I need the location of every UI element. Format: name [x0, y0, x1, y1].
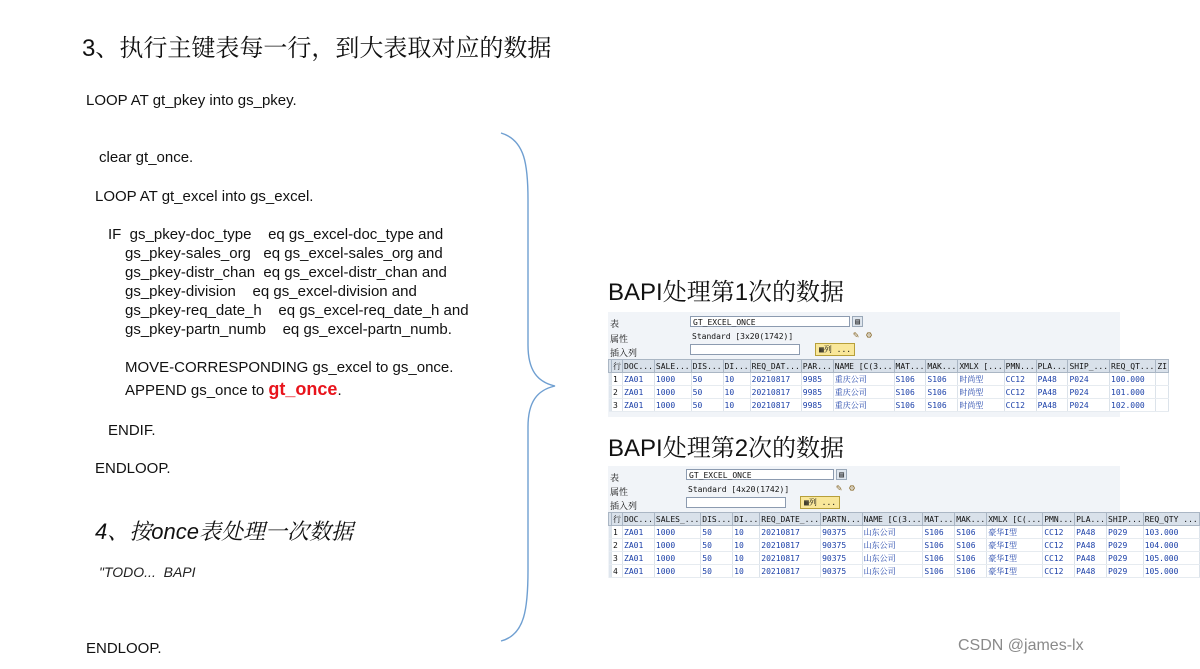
- grid-cell[interactable]: 山东公司: [862, 552, 923, 565]
- grid-cell[interactable]: CC12: [1043, 526, 1075, 539]
- grid-cell[interactable]: S106: [926, 373, 958, 386]
- grid-cell[interactable]: 3: [612, 399, 623, 412]
- table-row[interactable]: [609, 539, 1200, 552]
- grid-cell[interactable]: S106: [926, 399, 958, 412]
- grid-column-header[interactable]: DIS...: [692, 361, 722, 371]
- code-if-line: gs_pkey-req_date_h eq gs_excel-req_date_h and: [125, 302, 469, 319]
- grid-column-header[interactable]: 行: [613, 361, 621, 371]
- table-row[interactable]: [609, 386, 1169, 399]
- grid-icon: ▦: [819, 345, 824, 354]
- grid-cell[interactable]: PA48: [1075, 565, 1107, 578]
- grid-column-header[interactable]: PMN...: [1005, 361, 1035, 371]
- bapi1-attr-value: Standard [3x20(1742)]: [692, 332, 794, 341]
- grid-cell[interactable]: P029: [1107, 539, 1144, 552]
- grid-cell[interactable]: CC12: [1043, 565, 1075, 578]
- grid-cell[interactable]: 1000: [654, 565, 700, 578]
- step4-heading: 4、按once表处理一次数据: [95, 519, 353, 544]
- grid-cell[interactable]: P024: [1068, 386, 1110, 399]
- table-row[interactable]: [609, 552, 1200, 565]
- grid-cell[interactable]: P024: [1068, 373, 1110, 386]
- code-if-line: gs_pkey-sales_org eq gs_excel-sales_org and: [125, 245, 443, 262]
- bapi2-insert-input[interactable]: [686, 497, 786, 508]
- grid-cell[interactable]: 重庆公司: [833, 373, 894, 386]
- grid-column-header[interactable]: XMLX [...: [959, 361, 1003, 371]
- grid-cell[interactable]: ZA01: [623, 552, 655, 565]
- grid-cell[interactable]: S106: [955, 526, 987, 539]
- grid-column-header[interactable]: PARTN...: [822, 514, 861, 524]
- grid-column-header[interactable]: ZI: [1157, 361, 1168, 371]
- grid-cell[interactable]: S106: [894, 373, 926, 386]
- grid-cell[interactable]: 2: [612, 386, 623, 399]
- grid-cell[interactable]: 105.000: [1143, 552, 1199, 565]
- settings-icon[interactable]: ⚙: [866, 330, 873, 341]
- grid-cell[interactable]: ZA01: [623, 526, 655, 539]
- grid-column-header[interactable]: MAT...: [924, 514, 954, 524]
- code-endloop-outer: ENDLOOP.: [86, 640, 162, 657]
- grid-cell[interactable]: 山东公司: [862, 539, 923, 552]
- bapi2-columns-label: 列 ...: [808, 498, 837, 507]
- grid-cell[interactable]: 9985: [801, 399, 833, 412]
- grid-cell[interactable]: PA48: [1036, 399, 1068, 412]
- code-append-prefix: APPEND gs_once to: [125, 382, 269, 399]
- bapi1-columns-button[interactable]: [815, 343, 855, 356]
- bapi2-table-input[interactable]: GT_EXCEL_ONCE: [686, 469, 834, 480]
- grid-cell[interactable]: 1000: [654, 552, 700, 565]
- grid-cell[interactable]: 山东公司: [862, 526, 923, 539]
- grid-cell[interactable]: ZA01: [623, 386, 655, 399]
- grid-cell[interactable]: CC12: [1004, 399, 1036, 412]
- grid-cell[interactable]: 50: [691, 373, 723, 386]
- bapi1-attr-label: 属性: [610, 335, 629, 345]
- grid-cell[interactable]: 时尚型: [958, 386, 1004, 399]
- grid-cell[interactable]: 重庆公司: [833, 399, 894, 412]
- grid-column-header[interactable]: SHIP_...: [1069, 361, 1109, 371]
- grid-cell[interactable]: 20210817: [760, 526, 821, 539]
- grid-cell[interactable]: S106: [926, 386, 958, 399]
- bapi1-heading: BAPI处理第1次的数据: [608, 279, 845, 306]
- grid-cell[interactable]: CC12: [1043, 539, 1075, 552]
- grid-column-header[interactable]: DOC...: [624, 514, 653, 524]
- grid-cell[interactable]: 10: [723, 386, 750, 399]
- code-loop-inner: LOOP AT gt_excel into gs_excel.: [95, 188, 314, 205]
- grid-cell[interactable]: 1: [612, 526, 623, 539]
- grid-column-header[interactable]: SALE...: [655, 361, 690, 371]
- code-append: [125, 379, 342, 400]
- grid-cell[interactable]: 4: [612, 565, 623, 578]
- grid-cell[interactable]: CC12: [1004, 386, 1036, 399]
- grid-cell[interactable]: 101.000: [1110, 386, 1156, 399]
- grid-cell[interactable]: 1000: [654, 539, 700, 552]
- grid-column-header[interactable]: PLA...: [1076, 514, 1105, 524]
- grid-cell[interactable]: 1000: [654, 399, 691, 412]
- grid-cell[interactable]: 20210817: [750, 373, 801, 386]
- grid-cell[interactable]: S106: [955, 552, 987, 565]
- grid-cell[interactable]: S106: [955, 539, 987, 552]
- grid-cell[interactable]: CC12: [1004, 373, 1036, 386]
- grid-cell[interactable]: 20210817: [750, 386, 801, 399]
- grid-icon: ▦: [804, 498, 809, 507]
- grid-cell[interactable]: PA48: [1036, 386, 1068, 399]
- code-if-line: gs_pkey-partn_numb eq gs_excel-partn_numb.: [125, 321, 452, 338]
- grid-cell[interactable]: ZA01: [623, 399, 655, 412]
- grid-column-header[interactable]: SALES_...: [655, 514, 700, 524]
- grid-cell[interactable]: [1156, 399, 1169, 412]
- bapi2-heading: BAPI处理第2次的数据: [608, 435, 845, 462]
- grid-column-header[interactable]: REQ_DAT...: [751, 361, 800, 371]
- bapi1-columns-label: 列 ...: [823, 345, 852, 354]
- grid-cell[interactable]: 时尚型: [958, 373, 1004, 386]
- table-select-icon[interactable]: ▤: [852, 316, 863, 327]
- grid-cell[interactable]: 10: [733, 539, 760, 552]
- grid-cell[interactable]: ZA01: [623, 565, 655, 578]
- grid-cell[interactable]: 50: [701, 526, 733, 539]
- grid-cell[interactable]: [1156, 386, 1169, 399]
- code-todo: "TODO... BAPI: [99, 564, 196, 580]
- grid-cell[interactable]: 1000: [654, 373, 691, 386]
- edit-icon[interactable]: ✎: [836, 483, 843, 494]
- bapi2-table-label: 表: [610, 474, 620, 484]
- grid-cell[interactable]: P029: [1107, 565, 1144, 578]
- grid-cell[interactable]: PA48: [1036, 373, 1068, 386]
- grid-cell[interactable]: [1156, 373, 1169, 386]
- grid-column-header[interactable]: PLA...: [1037, 361, 1067, 371]
- grid-cell[interactable]: 1: [612, 373, 623, 386]
- grid-column-header[interactable]: REQ_DATE_...: [761, 514, 820, 524]
- curly-brace: [495, 130, 565, 645]
- code-append-var: gt_once: [268, 379, 338, 399]
- grid-column-header[interactable]: DI...: [724, 361, 749, 371]
- grid-cell[interactable]: 10: [723, 373, 750, 386]
- grid-column-header[interactable]: NAME [C(3...: [834, 361, 893, 371]
- grid-cell[interactable]: 豪华I型: [987, 565, 1043, 578]
- grid-cell[interactable]: 50: [691, 399, 723, 412]
- grid-cell[interactable]: 50: [691, 386, 723, 399]
- grid-cell[interactable]: 50: [701, 552, 733, 565]
- grid-cell[interactable]: 2: [612, 539, 623, 552]
- grid-cell[interactable]: 1000: [654, 386, 691, 399]
- grid-cell[interactable]: 9985: [801, 386, 833, 399]
- code-loop-outer: LOOP AT gt_pkey into gs_pkey.: [86, 92, 297, 109]
- grid-cell[interactable]: 90375: [821, 539, 863, 552]
- code-endloop-inner: ENDLOOP.: [95, 460, 171, 477]
- grid-cell[interactable]: 10: [733, 552, 760, 565]
- grid-header-row: [609, 513, 1200, 526]
- code-endif: ENDIF.: [108, 422, 156, 439]
- watermark: CSDN @james-lx: [958, 637, 1084, 654]
- grid-cell[interactable]: ZA01: [623, 373, 655, 386]
- grid-cell[interactable]: ZA01: [623, 539, 655, 552]
- grid-cell[interactable]: PA48: [1075, 552, 1107, 565]
- grid-cell[interactable]: 3: [612, 552, 623, 565]
- bapi1-insert-label: 插入列: [610, 349, 638, 359]
- grid-cell[interactable]: PA48: [1075, 539, 1107, 552]
- grid-column-header[interactable]: MAK...: [927, 361, 957, 371]
- code-clear: clear gt_once.: [99, 149, 194, 166]
- grid-cell[interactable]: P029: [1107, 526, 1144, 539]
- grid-cell[interactable]: 重庆公司: [833, 386, 894, 399]
- grid-column-header[interactable]: PMN...: [1044, 514, 1074, 524]
- grid-cell[interactable]: 豪华I型: [987, 539, 1043, 552]
- bapi1-table-label: 表: [610, 320, 620, 330]
- code-move: MOVE-CORRESPONDING gs_excel to gs_once.: [125, 359, 454, 376]
- bapi1-insert-input[interactable]: [690, 344, 800, 355]
- grid-column-header[interactable]: XMLX [C(...: [988, 514, 1042, 524]
- bapi2-columns-button[interactable]: [800, 496, 840, 509]
- grid-cell[interactable]: P029: [1107, 552, 1144, 565]
- bapi2-attr-value: Standard [4x20(1742)]: [688, 485, 790, 494]
- grid-column-header[interactable]: PAR...: [802, 361, 832, 371]
- table-row[interactable]: [609, 373, 1169, 386]
- grid-cell[interactable]: S106: [894, 386, 926, 399]
- grid-cell[interactable]: PA48: [1075, 526, 1107, 539]
- grid-cell[interactable]: CC12: [1043, 552, 1075, 565]
- grid-header-row: [609, 360, 1169, 373]
- grid-column-header[interactable]: MAK...: [956, 514, 986, 524]
- page-title: 3、执行主键表每一行，到大表取对应的数据: [82, 35, 552, 62]
- table-row[interactable]: [609, 565, 1200, 578]
- grid-cell[interactable]: 20210817: [750, 399, 801, 412]
- grid-cell[interactable]: S106: [923, 539, 955, 552]
- grid-cell[interactable]: 10: [733, 565, 760, 578]
- grid-cell[interactable]: S106: [923, 565, 955, 578]
- grid-cell[interactable]: 20210817: [760, 539, 821, 552]
- bapi1-table-input[interactable]: GT_EXCEL_ONCE: [690, 316, 850, 327]
- grid-cell[interactable]: P024: [1068, 399, 1110, 412]
- code-if-line: IF gs_pkey-doc_type eq gs_excel-doc_type and: [108, 226, 444, 243]
- grid-cell[interactable]: 50: [701, 539, 733, 552]
- grid-column-header[interactable]: NAME [C(3...: [863, 514, 922, 524]
- grid-cell[interactable]: 10: [733, 526, 760, 539]
- table-row[interactable]: [609, 399, 1169, 412]
- bapi1-sap-screen: [608, 312, 1168, 417]
- table-row[interactable]: [609, 526, 1200, 539]
- grid-cell[interactable]: 1000: [654, 526, 700, 539]
- grid-column-header[interactable]: DOC...: [624, 361, 653, 371]
- grid-cell[interactable]: 50: [701, 565, 733, 578]
- grid-cell[interactable]: 豪华I型: [987, 526, 1043, 539]
- bapi2-insert-label: 插入列: [610, 502, 638, 512]
- grid-cell[interactable]: 10: [723, 399, 750, 412]
- code-if-line: gs_pkey-division eq gs_excel-division and: [125, 283, 417, 300]
- table-select-icon[interactable]: ▤: [836, 469, 847, 480]
- grid-cell[interactable]: 9985: [801, 373, 833, 386]
- grid-cell[interactable]: 100.000: [1110, 373, 1156, 386]
- grid-column-header[interactable]: MAT...: [895, 361, 925, 371]
- grid-cell[interactable]: 90375: [821, 565, 863, 578]
- grid-cell[interactable]: 105.000: [1143, 565, 1199, 578]
- code-append-suffix: .: [337, 382, 342, 399]
- settings-icon[interactable]: ⚙: [849, 483, 856, 494]
- grid-cell[interactable]: S106: [923, 526, 955, 539]
- grid-cell[interactable]: S106: [955, 565, 987, 578]
- grid-cell[interactable]: 103.000: [1143, 526, 1199, 539]
- bapi2-sap-screen: [608, 466, 1198, 578]
- grid-cell[interactable]: 豪华I型: [987, 552, 1043, 565]
- bapi2-data-grid: [608, 512, 1200, 578]
- grid-column-header[interactable]: REQ_QT...: [1111, 361, 1155, 371]
- bapi1-data-grid: [608, 359, 1169, 412]
- grid-cell[interactable]: 山东公司: [862, 565, 923, 578]
- grid-column-header[interactable]: DIS...: [702, 514, 732, 524]
- grid-column-header[interactable]: 行: [613, 514, 621, 524]
- grid-cell[interactable]: 20210817: [760, 552, 821, 565]
- edit-icon[interactable]: ✎: [853, 330, 860, 341]
- grid-column-header[interactable]: SHIP...: [1108, 514, 1142, 524]
- grid-cell[interactable]: 90375: [821, 526, 863, 539]
- bapi2-attr-label: 属性: [610, 488, 629, 498]
- grid-cell[interactable]: 102.000: [1110, 399, 1156, 412]
- grid-cell[interactable]: 时尚型: [958, 399, 1004, 412]
- grid-cell[interactable]: S106: [894, 399, 926, 412]
- grid-cell[interactable]: 104.000: [1143, 539, 1199, 552]
- grid-column-header[interactable]: DI...: [734, 514, 759, 524]
- grid-cell[interactable]: 90375: [821, 552, 863, 565]
- grid-cell[interactable]: S106: [923, 552, 955, 565]
- grid-column-header[interactable]: REQ_QTY ...: [1144, 514, 1198, 524]
- code-if-line: gs_pkey-distr_chan eq gs_excel-distr_chan and: [125, 264, 447, 281]
- grid-cell[interactable]: 20210817: [760, 565, 821, 578]
